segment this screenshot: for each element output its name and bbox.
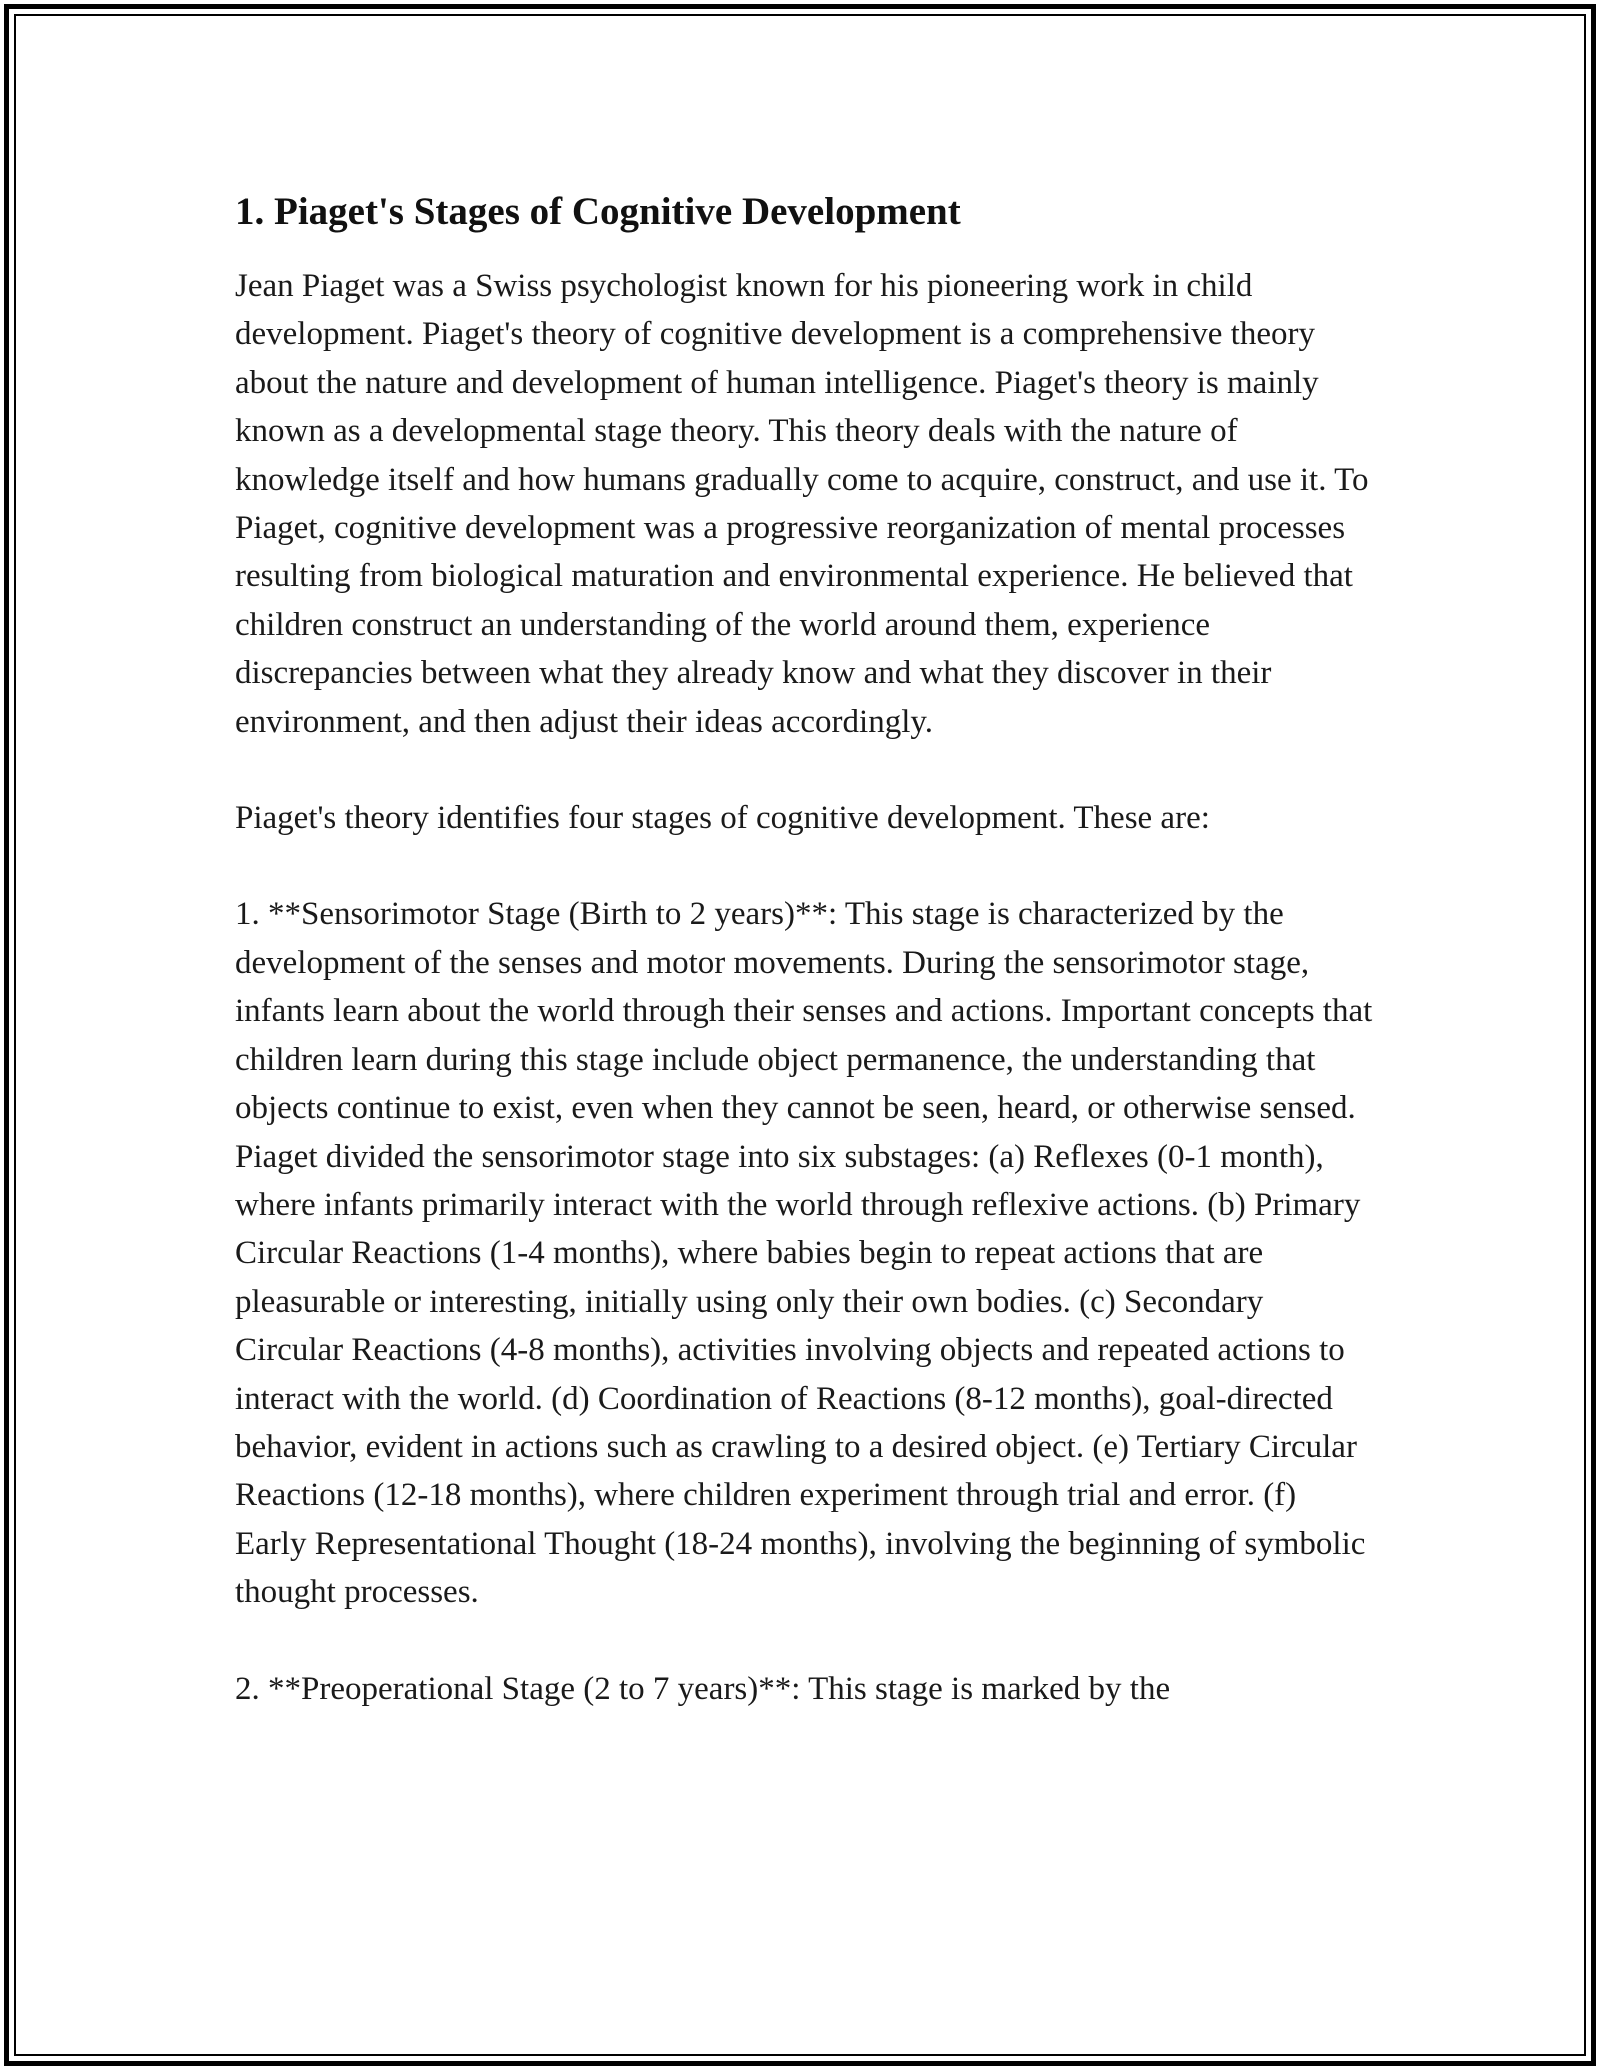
paragraph-stages-intro: Piaget's theory identifies four stages of cognitive development. These are: [235,800,1210,837]
paragraph-sensorimotor-stage: 1. **Sensorimotor Stage (Birth to 2 years)**: This stage is characterized by the development of the senses and motor movements. During the sensorimotor stage, infants learn about the world through their senses and actions. Important concepts that children learn during this stage include object permanence, the understanding that objects continue to exist, even when they cannot be seen, heard, or otherwise sensed. Piaget divided the sensorimotor stage into six substages: (a) Reflexes (0-1 month), where infants primarily interact with the world through reflexive actions. (b) Primary Circular Reactions (1-4 months), where babies begin to repeat actions that are pleasurable or interesting, initially using only their own bodies. (c) Secondary Circular Reactions (4-8 months), activities involving objects and repeated actions to interact with the world. (d) Coordination of Reactions (8-12 months), goal-directed behavior, evident in actions such as crawling to a desired object. (e) Tertiary Circular Reactions (12-18 months), where children experiment through trial and error. (f) Early Representational Thought (18-24 months), involving the beginning of symbolic thought processes. [235,896,1381,1611]
paragraph-preoperational-stage: 2. **Preoperational Stage (2 to 7 years)**: This stage is marked by the [235,1670,1171,1707]
document-body [235,184,1381,1713]
paragraph-intro: Jean Piaget was a Swiss psychologist known for his pioneering work in child development. Piaget's theory of cognitive development is a comprehensive theory about the nature and development of human intelligence. Piaget's theory is mainly known as a developmental stage theory. This theory deals with the nature of knowledge itself and how humans gradually come to acquire, construct, and use it. To Piaget, cognitive development was a progressive reorganization of mental processes resulting from biological maturation and environmental experience. He believed that children construct an understanding of the world around them, experience discrepancies between what they already know and what they discover in their environment, and then adjust their ideas accordingly. [235,268,1377,740]
section-heading: 1. Piaget's Stages of Cognitive Development [235,190,961,233]
